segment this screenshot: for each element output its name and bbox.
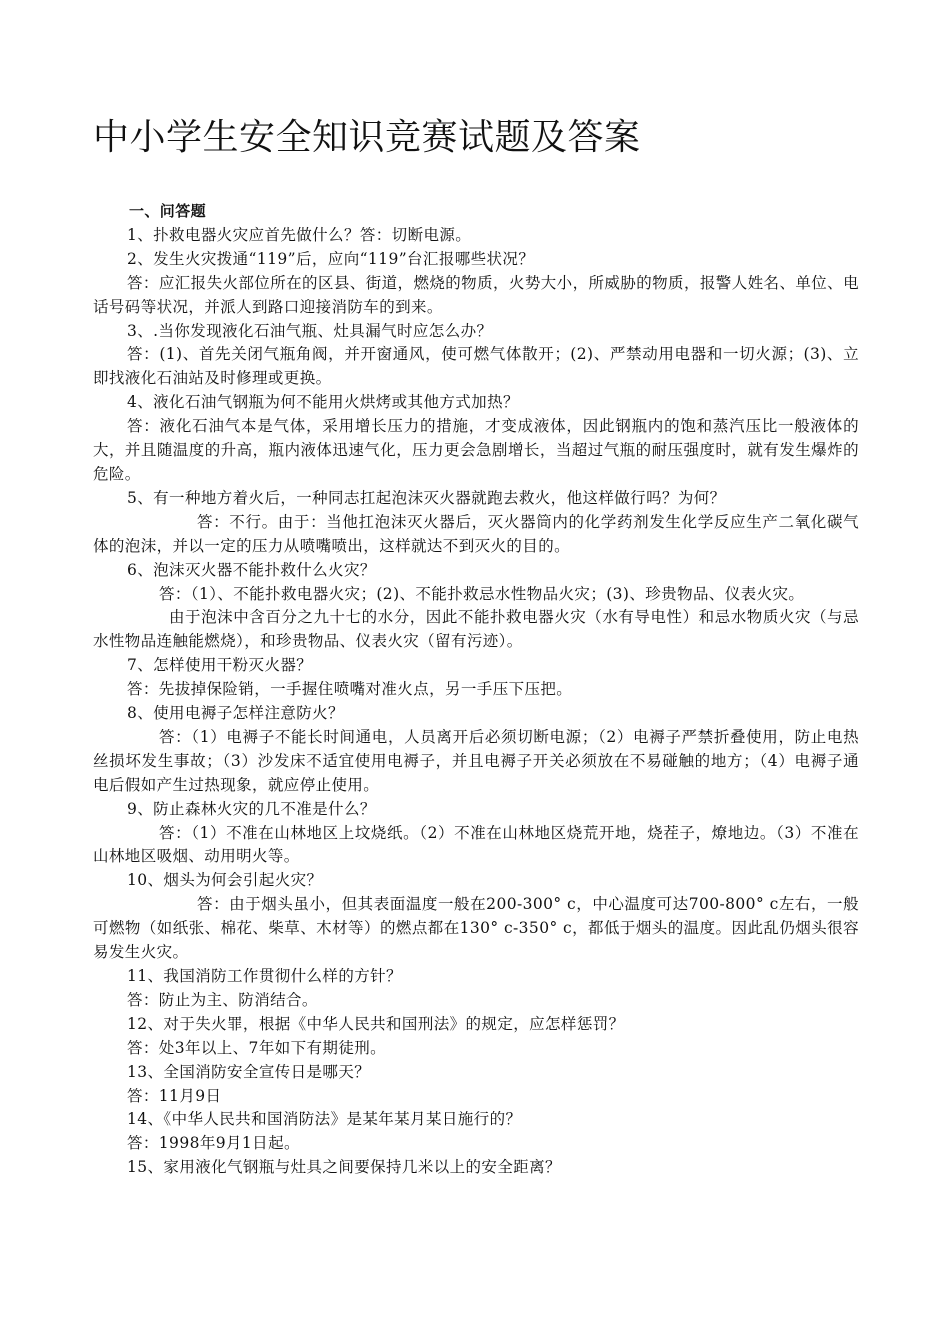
document-paragraph: 答：液化石油气本是气体，采用增长压力的措施，才变成液体，因此钢瓶内的饱和蒸汽压比一般液体的大，并且随温度的升高，瓶内液体迅速气化，压力更会急剧增长，当超过气瓶的耐压强度时，就有发生爆炸的危险。 (93, 417, 859, 483)
document-paragraph: 4、液化石油气钢瓶为何不能用火烘烤或其他方式加热？ (127, 393, 519, 412)
document-paragraph: 10、烟头为何会引起火灾？ (127, 871, 323, 890)
document-paragraph: 答：(1)、首先关闭气瓶角阀，并开窗通风，使可燃气体散开；(2)、严禁动用电器和一切火源；(3)、立即找液化石油站及时修理或更换。 (93, 345, 859, 388)
document-paragraph: 答：处3年以上、7年如下有期徒刑。 (127, 1038, 387, 1057)
document-paragraph: 答：不行。由于：当他扛泡沫灭火器后，灭火器筒内的化学药剂发生化学反应生产二氧化碳气体的泡沫，并以一定的压力从喷嘴喷出，这样就达不到灭火的目的。 (93, 512, 859, 555)
section-heading: 一、问答题 (129, 202, 207, 220)
document-paragraph: 7、怎样使用干粉灭火器？ (127, 656, 313, 675)
document-paragraph: 答：先拔掉保险销，一手握住喷嘴对准火点，另一手压下压把。 (127, 680, 573, 699)
document-paragraph: 14、《中华人民共和国消防法》是某年某月某日施行的？ (127, 1110, 522, 1129)
document-paragraph: 9、防止森林火灾的几不准是什么？ (127, 799, 376, 818)
document-paragraph: 答：（1）电褥子不能长时间通电，人员离开后必须切断电源；（2）电褥子严禁折叠使用，防止电热丝损坏发生事故；（3）沙发床不适宜使用电褥子，并且电褥子开关必须放在不易碰触的地方；（4）电褥子通电后假如产生过热现象，就应停止使用。 (93, 727, 859, 794)
document-body (93, 200, 859, 1180)
document-paragraph: 1、扑救电器火灾应首先做什么？答：切断电源。 (127, 225, 472, 244)
document-paragraph: 5、有一种地方着火后，一种同志扛起泡沫灭火器就跑去救火，他这样做行吗？为何？ (127, 488, 726, 507)
document-paragraph: 2、发生火灾拨通“119”后，应向“119”台汇报哪些状况？ (127, 249, 535, 268)
document-paragraph: 答：11月9日 (127, 1086, 222, 1105)
document-paragraph: 由于泡沫中含百分之九十七的水分，因此不能扑救电器火灾（水有导电性）和忌水物质火灾（与忌水性物品连触能燃烧），和珍贵物品、仪表火灾（留有污迹）。 (93, 608, 859, 651)
document-paragraph: 6、泡沫灭火器不能扑救什么火灾？ (127, 560, 376, 579)
document-paragraph: 13、全国消防安全宣传日是哪天？ (127, 1062, 371, 1081)
document-paragraph: 11、我国消防工作贯彻什么样的方针？ (127, 967, 402, 985)
document-paragraph: 15、家用液化气钢瓶与灶具之间要保持几米以上的安全距离？ (127, 1158, 561, 1177)
document-paragraph: 答：由于烟头虽小，但其表面温度一般在200-300° c，中心温度可达700-800° c左右，一般可燃物（如纸张、棉花、柴草、木材等）的燃点都在130° c-350° c，都低于烟头的温度。因此乱仍烟头很容易发生火灾。 (93, 895, 859, 962)
document-paragraph: 8、使用电褥子怎样注意防火？ (127, 704, 344, 723)
document-paragraph: 答：（1）不准在山林地区上坟烧纸。（2）不准在山林地区烧荒开地，烧茬子，燎地边。（3）不准在山林地区吸烟、动用明火等。 (93, 823, 859, 866)
document-title: 中小学生安全知识竞赛试题及答案 (93, 117, 641, 158)
document-paragraph: 3、.当你发现液化石油气瓶、灶具漏气时应怎么办？ (127, 321, 493, 340)
document-paragraph: 答：（1）、不能扑救电器火灾；(2)、不能扑救忌水性物品火灾；(3)、珍贵物品、仪表火灾。 (159, 584, 805, 603)
document-paragraph: 答：防止为主、防消结合。 (127, 990, 318, 1009)
document-paragraph: 12、对于失火罪，根据《中华人民共和国刑法》的规定，应怎样惩罚？ (127, 1014, 625, 1033)
document-paragraph: 答：应汇报失火部位所在的区县、街道，燃烧的物质，火势大小，所威胁的物质，报警人姓名、单位、电话号码等状况，并派人到路口迎接消防车的到来。 (93, 273, 859, 316)
document-paragraph: 答：1998年9月1日起。 (127, 1134, 300, 1153)
